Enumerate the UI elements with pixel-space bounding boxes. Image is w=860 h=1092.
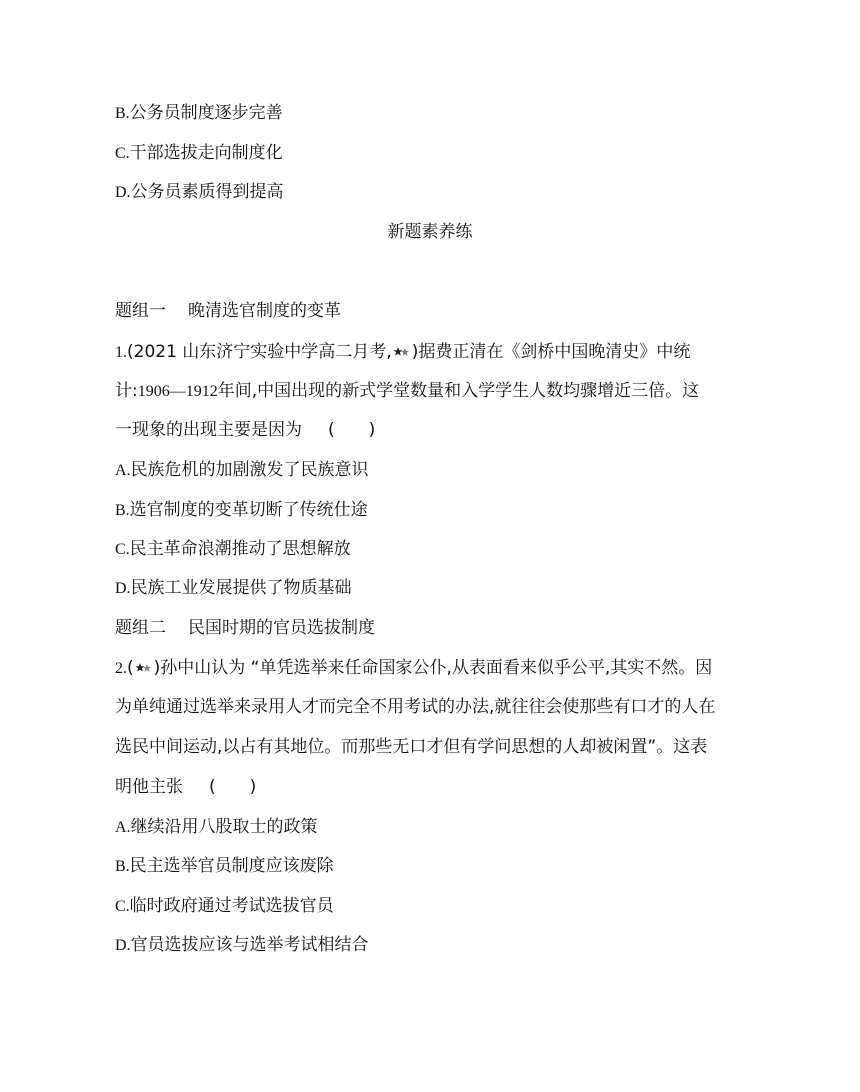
question-text: 年间,中国出现的新式学堂数量和入学学生人数均骤增近三倍。这 [217, 381, 700, 401]
group-title: 民国时期的官员选拔制度 [188, 618, 375, 638]
q1-line-3 [115, 416, 755, 444]
answer-blank: ( ) [328, 420, 376, 440]
q1-line-1 [115, 338, 755, 366]
prev-option-c [115, 139, 755, 167]
option-text: 临时政府通过考试选拔官员 [129, 896, 334, 916]
option-letter: D. [115, 580, 131, 597]
q1-option-d [115, 574, 755, 602]
q2-option-d [115, 931, 755, 959]
option-text: 干部选拔走向制度化 [129, 143, 283, 163]
q1-option-a [115, 456, 755, 484]
option-letter: C. [115, 145, 130, 162]
option-text: 选官制度的变革切断了传统仕途 [129, 500, 368, 520]
option-text: 民族危机的加剧激发了民族意识 [130, 460, 369, 480]
question-text: )据费正清在《剑桥中国晚清史》中统 [411, 342, 691, 362]
option-letter: A. [115, 462, 131, 479]
answer-blank: ( ) [209, 777, 257, 797]
option-text: 官员选拔应该与选举考试相结合 [130, 935, 369, 955]
question-number: 2. [115, 660, 127, 677]
group-heading-1 [115, 297, 755, 325]
group-label: 题组一 [115, 301, 166, 321]
option-letter: D. [115, 937, 131, 954]
q2-option-a [115, 813, 755, 841]
option-letter: A. [115, 819, 131, 836]
section-title: 新题素养练 [387, 222, 473, 242]
option-text: 公务员素质得到提高 [130, 182, 284, 202]
question-text: 计: [115, 381, 138, 401]
q1-option-b [115, 496, 755, 524]
prev-option-b [115, 99, 755, 127]
option-letter: B. [115, 858, 130, 875]
option-text: 民主选举官员制度应该废除 [129, 856, 334, 876]
q2-line-4 [115, 773, 755, 801]
difficulty-star-icon [393, 346, 411, 358]
prev-option-d [115, 178, 755, 206]
q2-line-1 [115, 654, 755, 682]
question-text: 一现象的出现主要是因为 [115, 420, 302, 440]
group-label: 题组二 [115, 618, 166, 638]
question-text: 为单纯通过选举来录用人才而完全不用考试的办法,就往往会使那些有口才的人在 [115, 697, 716, 717]
option-letter: B. [115, 502, 130, 519]
option-text: 公务员制度逐步完善 [129, 103, 283, 123]
option-letter: B. [115, 105, 130, 122]
option-text: 民族工业发展提供了物质基础 [130, 578, 352, 598]
q2-option-b [115, 852, 755, 880]
q2-option-c [115, 892, 755, 920]
year-range: 1906—1912 [137, 383, 218, 400]
question-number: 1. [115, 344, 127, 361]
option-text: 继续沿用八股取士的政策 [130, 817, 318, 837]
q2-line-3 [115, 733, 755, 761]
group-title: 晚清选官制度的变革 [188, 301, 341, 321]
option-letter: C. [115, 541, 130, 558]
group-heading-2 [115, 614, 755, 642]
question-text: 明他主张 [115, 777, 183, 797]
question-text: )孙中山认为 “单凭选举来任命国家公仆,从表面看来似乎公平,其实不然。因 [153, 658, 713, 678]
option-letter: D. [115, 184, 131, 201]
q1-option-c [115, 535, 755, 563]
option-letter: C. [115, 898, 130, 915]
option-text: 民主革命浪潮推动了思想解放 [129, 539, 351, 559]
question-text: 选民中间运动,以占有其地位。而那些无口才但有学问思想的人却被闲置”。这表 [115, 737, 708, 757]
question-source: (2021 山东济宁实验中学高二月考, [127, 342, 392, 362]
difficulty-star-icon [135, 662, 153, 674]
q1-line-2 [115, 377, 755, 405]
question-text: ( [127, 658, 134, 678]
q2-line-2 [115, 693, 755, 721]
